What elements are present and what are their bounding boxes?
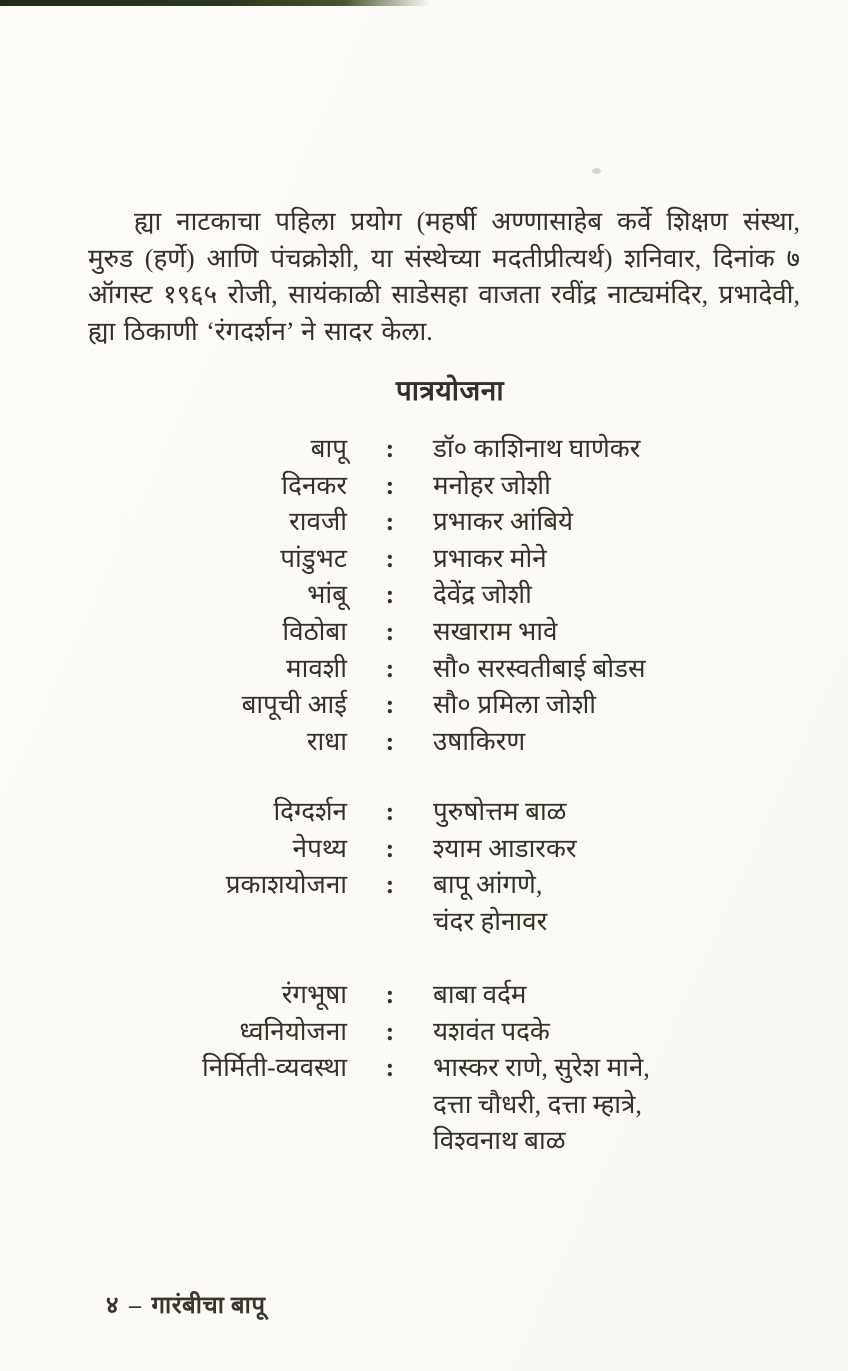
crew-name (433, 1050, 802, 1160)
role-label: भांबू (307, 580, 347, 610)
cast-row (88, 724, 802, 761)
cast-row (88, 687, 802, 724)
cast-heading: पात्रयोजना (395, 376, 505, 407)
crew-row (88, 977, 802, 1014)
actor-name: देवेंद्र जोशी (433, 580, 532, 610)
page-footer (106, 1288, 265, 1321)
actor-name: सौ० सरस्वतीबाई बोडस (433, 653, 646, 683)
name-line: विश्वनाथ बाळ (433, 1126, 566, 1156)
footer-separator: – (128, 1293, 142, 1319)
role-label: दिनकर (281, 470, 347, 500)
colon-separator: : (385, 690, 395, 720)
role-label: बापू (310, 434, 347, 463)
colon-separator: : (385, 980, 395, 1009)
crew-list-direction (88, 794, 802, 940)
colon-separator: : (385, 1053, 395, 1083)
colon-separator: : (385, 726, 395, 756)
colon-separator: : (385, 616, 395, 646)
scan-edge-artifact (0, 0, 430, 6)
actor-name: प्रभाकर मोने (433, 543, 547, 573)
colon-separator: : (385, 833, 395, 863)
intro-paragraph: ह्या नाटकाचा पहिला प्रयोग (महर्षी अण्णासाहेब कर्वे शिक्षण संस्था, मुरुड (हर्णे) आणि पंचक्रोशी, या संस्थेच्या मदतीप्रीत्यर्थ) शनिवार, दिनांक ७ ऑगस्ट १९६५ रोजी, सायंकाळी साडेसहा वाजता रवींद्र नाट्यमंदिर, प्रभादेवी, ह्या ठिकाणी ‘रंगदर्शन’ ने सादर केला. (88, 207, 800, 346)
role-label: मावशी (286, 653, 347, 683)
crew-row (88, 867, 802, 940)
cast-list (88, 431, 802, 760)
name-line: भास्कर राणे, सुरेश माने, (433, 1053, 650, 1083)
name-line: दत्ता चौधरी, दत्ता म्हात्रे, (433, 1089, 642, 1119)
actor-name: सखाराम भावे (433, 616, 558, 646)
name-line: यशवंत पदके (433, 1016, 550, 1046)
role-label: पांडुभट (280, 543, 347, 573)
actor-name: डॉ० काशिनाथ घाणेकर (433, 434, 641, 463)
colon-separator: : (385, 653, 395, 683)
actor-name: मनोहर जोशी (433, 470, 551, 500)
name-line: बाबा वर्दम (433, 980, 527, 1009)
role-label: निर्मिती-व्यवस्था (201, 1053, 347, 1083)
cast-row (88, 614, 802, 651)
colon-separator: : (385, 1016, 395, 1046)
name-line: पुरुषोत्तम बाळ (433, 797, 567, 826)
crew-name (433, 867, 802, 940)
colon-separator: : (385, 507, 395, 537)
actor-name: उषाकिरण (433, 726, 526, 756)
role-label: राधा (306, 726, 347, 756)
crew-name (433, 831, 802, 868)
role-label: रंगभूषा (281, 980, 347, 1009)
colon-separator: : (385, 870, 395, 900)
actor-name: प्रभाकर आंबिये (433, 507, 574, 537)
colon-separator: : (385, 543, 395, 573)
cast-row (88, 431, 802, 468)
cast-row (88, 468, 802, 505)
role-label: नेपथ्य (292, 833, 347, 863)
role-label: दिग्दर्शन (273, 797, 347, 826)
name-line: बापू आंगणे, (433, 870, 543, 900)
colon-separator: : (385, 470, 395, 500)
scan-dust-speck (592, 168, 601, 174)
crew-row (88, 1014, 802, 1051)
colon-separator: : (385, 580, 395, 610)
role-label: प्रकाशयोजना (225, 870, 347, 900)
book-title: गारंबीचा बापू (151, 1293, 266, 1319)
cast-row (88, 577, 802, 614)
crew-row (88, 831, 802, 868)
crew-list-production (88, 977, 802, 1160)
role-label: बापूची आई (241, 690, 347, 720)
crew-row (88, 794, 802, 831)
actor-name: सौ० प्रमिला जोशी (433, 690, 597, 720)
crew-row (88, 1050, 802, 1160)
crew-name (433, 977, 802, 1014)
role-label: ध्वनियोजना (239, 1016, 347, 1046)
name-line: श्याम आडारकर (433, 833, 577, 863)
colon-separator: : (385, 434, 395, 463)
cast-row (88, 651, 802, 688)
cast-row (88, 541, 802, 578)
page-number: ४ (106, 1293, 119, 1319)
colon-separator: : (385, 797, 395, 826)
cast-row (88, 504, 802, 541)
name-line: चंदर होनावर (433, 906, 548, 936)
role-label: विठोबा (282, 616, 347, 646)
crew-name (433, 794, 802, 831)
crew-name (433, 1014, 802, 1051)
role-label: रावजी (289, 507, 347, 537)
